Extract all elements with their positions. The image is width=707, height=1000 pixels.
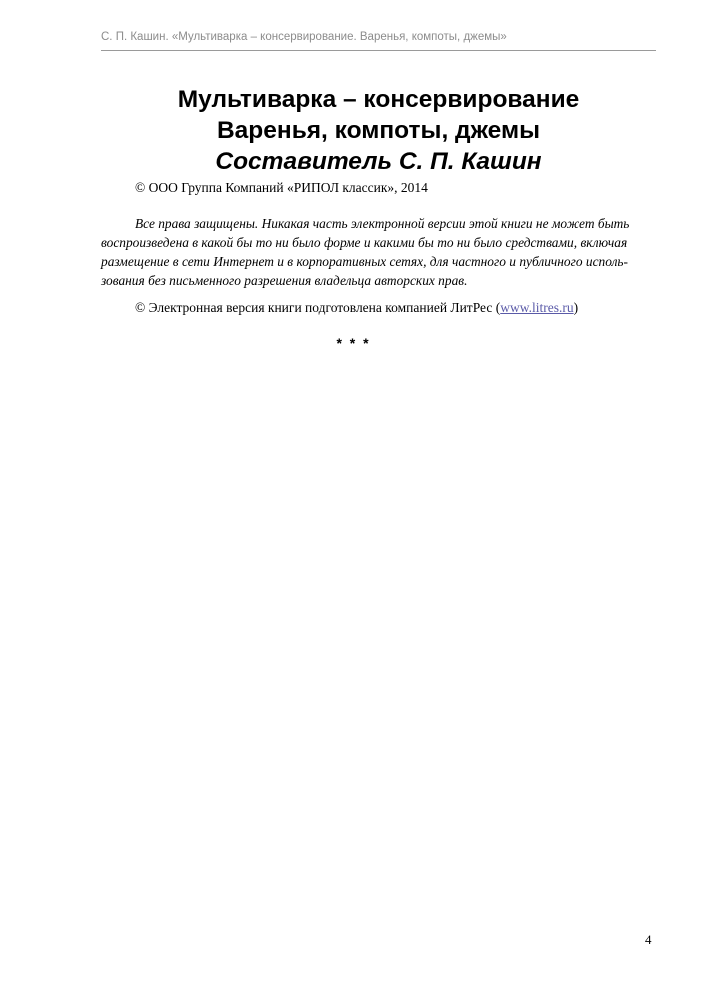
rights-line: размещение в сети Интернет и в корпоративных сетях, для частного и публичного исполь- xyxy=(101,254,628,269)
book-title-line-1: Мультиварка – консервирование xyxy=(177,86,580,113)
rights-line: Все права защищены. Никакая часть электронной версии этой книги не может быть xyxy=(135,216,630,231)
copyright-notice: © ООО Группа Компаний «РИПОЛ классик», 2014 xyxy=(135,180,428,195)
book-title-line-2: Варенья, компоты, джемы xyxy=(216,117,541,144)
rights-line: воспроизведена в какой бы то ни было форме и какими бы то ни было средствами, включая xyxy=(101,235,628,250)
litres-notice xyxy=(135,300,578,316)
page-number: 4 xyxy=(645,932,652,947)
rights-line: зования без письменного разрешения владельца авторских прав. xyxy=(101,273,468,288)
compiler-line: Составитель С. П. Кашин xyxy=(215,148,542,175)
title-block xyxy=(101,84,656,177)
section-separator: * * * xyxy=(336,335,371,351)
litres-prefix: © Электронная версия книги подготовлена компанией ЛитРес ( xyxy=(135,300,501,315)
litres-suffix: ) xyxy=(573,300,579,315)
header-divider xyxy=(101,50,656,51)
running-header: С. П. Кашин. «Мультиварка – консервирование. Варенья, компоты, джемы» xyxy=(101,31,507,43)
rights-paragraph xyxy=(101,214,656,290)
litres-link[interactable]: www.litres.ru xyxy=(500,300,574,315)
